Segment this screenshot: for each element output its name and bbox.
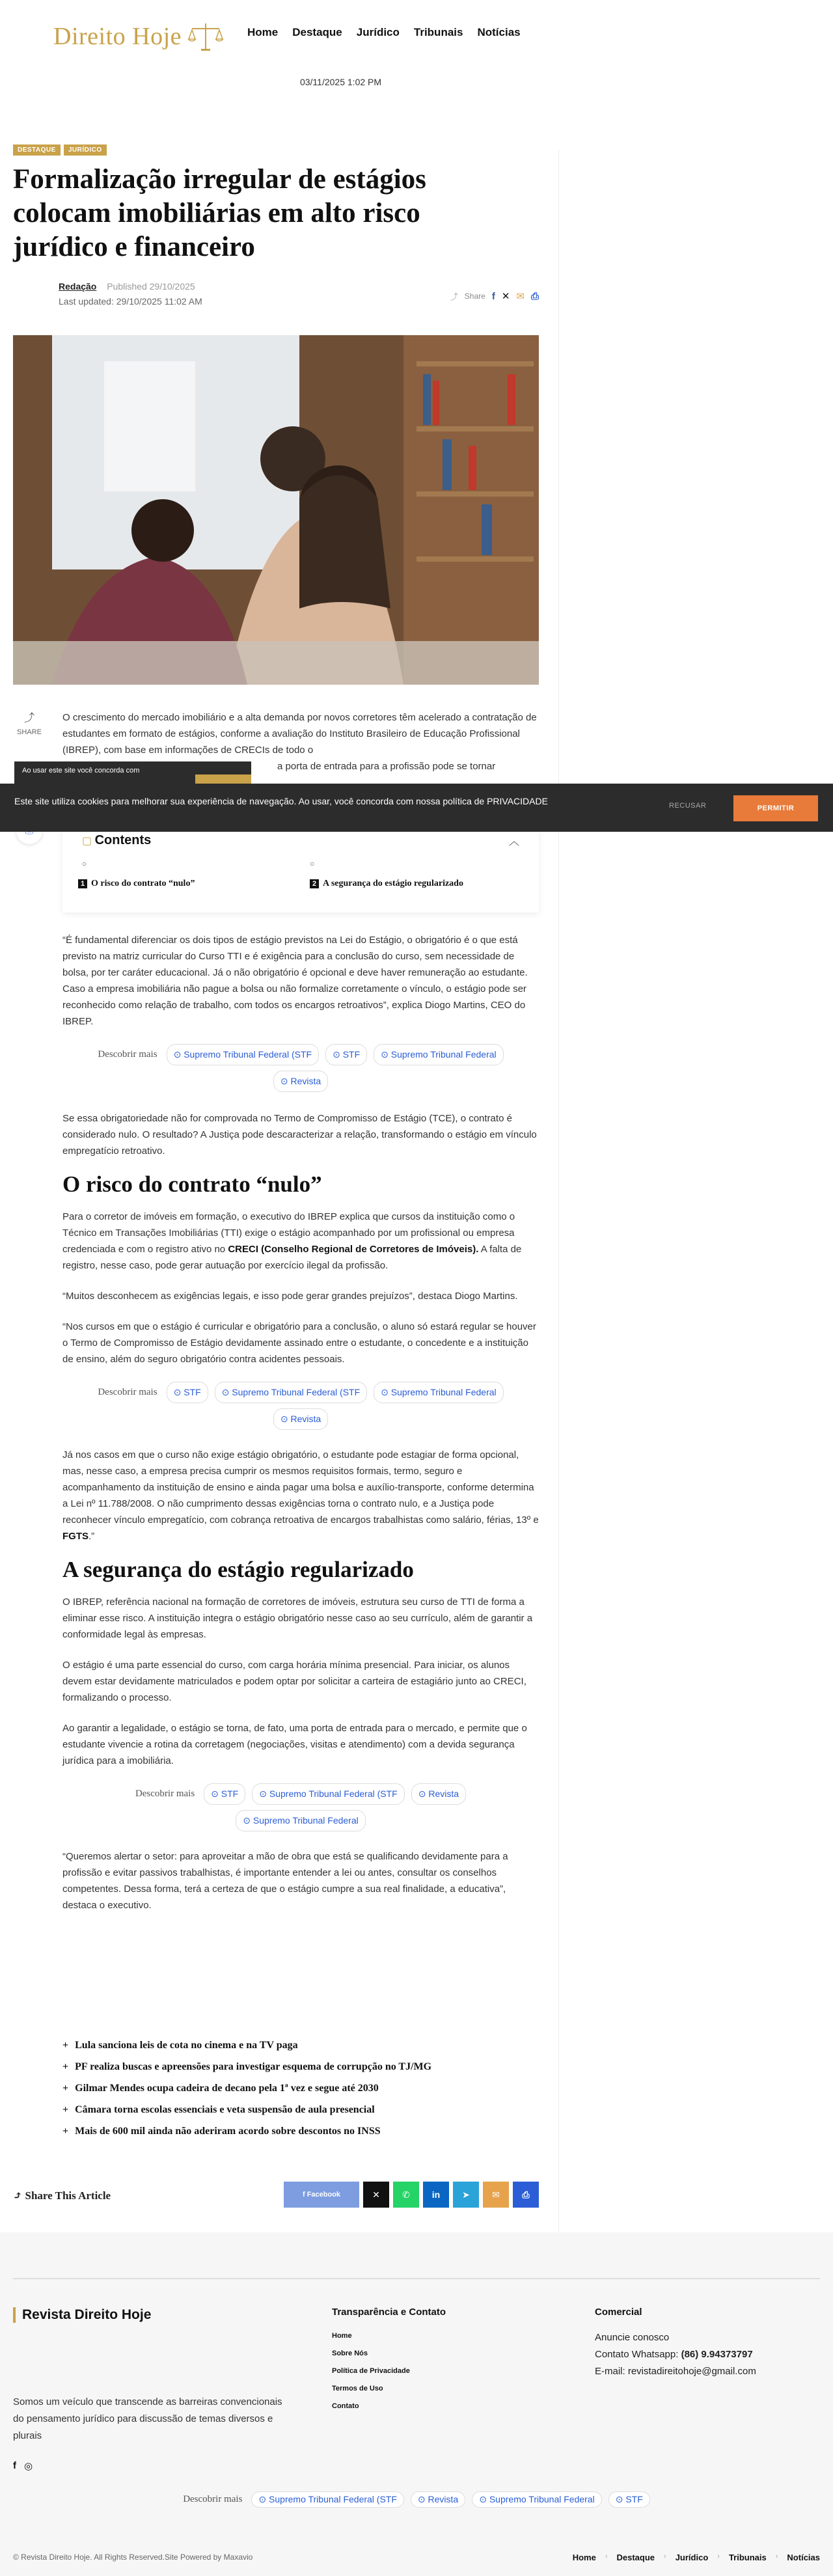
x-icon[interactable]: ✕ (501, 291, 510, 302)
print-icon: ⎙ (522, 2189, 530, 2200)
logo-text: Direito Hoje (53, 23, 182, 50)
paragraph: “É fundamental diferenciar os dois tipos de estágio previstos na Lei do Estágio, o obrigatório é o que está previsto na matriz curricular do Curso TTI e é exigência para a conclusão do curso, sem necessidade de bolsa, por ter caráter educacional. Já o não obrigatório é opcional e deve haver remuneração ao estudante. Caso a empresa imobiliária não pague a bolsa ou não formalize corretamente o vínculo, o estágio pode ser reconhecido como relação de trabalho, com todos os encargos retroativos”, explica Diogo Martins, CEO do IBREP. (62, 935, 528, 1027)
facebook-share-button[interactable]: f Facebook (284, 2182, 359, 2208)
top-share-icons (450, 290, 539, 302)
discover-chip[interactable]: ⊙ Supremo Tribunal Federal (374, 1044, 504, 1065)
footer-link-contact[interactable]: Contato (332, 2402, 359, 2410)
nav-destaque[interactable]: Destaque (292, 26, 342, 38)
email-contact: E-mail: revistadireitohoje@gmail.com (595, 2366, 756, 2377)
paragraph: “Queremos alertar o setor: para aproveitar a mão de obra que está se qualificando devidamente para a profissão e evitar passivos trabalhistas, é importante entender a lei ou antes, consultar os conselhos competentes. Dessa forma, terá a certeza de que o estágio cumpre a sua real finalidade, a educativa”, destaca o executivo. (62, 1851, 508, 1911)
footer-nav-destaque[interactable]: Destaque (616, 2553, 655, 2562)
author-avatar[interactable] (22, 281, 59, 318)
table-of-contents (62, 821, 539, 912)
plus-icon: + (62, 2061, 69, 2072)
cookie-tooltip: Ao usar este site você concorda com (14, 761, 251, 786)
discover-chip[interactable]: ⊙ STF (167, 1382, 208, 1403)
facebook-icon: f (302, 2191, 307, 2199)
category-juridico[interactable]: JURÍDICO (64, 144, 107, 156)
site-header (0, 0, 833, 72)
email-share-button[interactable] (483, 2182, 509, 2208)
paragraph: O estágio é uma parte essencial do curso, com carga horária mínima presencial. Para iniciar, os alunos devem estar devidamente matriculados e podem optar por solicitar a carteira de estagiário junto ao CRECI, formalizando o processo. (62, 1660, 526, 1703)
share-article-label: Share This Article (25, 2189, 111, 2202)
copyright: © Revista Direito Hoje. All Rights Reserved.Site Powered by Maxavio (13, 2553, 253, 2562)
footer-bottom (13, 2553, 820, 2562)
facebook-icon[interactable]: f (491, 290, 495, 302)
cookie-banner (0, 784, 833, 832)
discover-more (62, 1044, 539, 1092)
paragraph: Ao garantir a legalidade, o estágio se torna, de fato, uma porta de entrada para o mercado, e permite que o estudante vivencie a rotina da corretagem (negociações, visitas e atendimento) com a devida segurança jurídica para a imobiliária. (62, 1723, 527, 1766)
discover-chip[interactable]: ⊙ Revista (411, 2491, 465, 2508)
footer-col-title: Transparência e Contato (332, 2307, 446, 2318)
intro-paragraph: O crescimento do mercado imobiliário e a alta demanda por novos corretores têm acelerado a contratação de estudantes em formato de estágios, conforme a avaliação do Instituto Brasileiro de Educação Profissional (IBREP), com base em informações de CRECIs de todo o a porta de entrada para a profissão pode se tornar (62, 712, 537, 772)
share-icon: ⤴ (450, 292, 458, 301)
footer-nav-juridico[interactable]: Jurídico (675, 2553, 709, 2562)
share-icon[interactable]: ⤴ (23, 713, 34, 724)
discover-chip[interactable]: ⊙ Supremo Tribunal Federal (STF (215, 1382, 367, 1403)
footer-nav-tribunais[interactable]: Tribunais (728, 2553, 767, 2562)
list-item[interactable]: + Lula sanciona leis de cota no cinema e na TV paga (62, 2039, 298, 2051)
footer-social (13, 2460, 33, 2472)
print-share-button[interactable] (513, 2182, 539, 2208)
discover-label: Descobrir mais (135, 1788, 195, 1799)
article-meta (13, 279, 539, 318)
toc-title: Contents (94, 833, 152, 847)
discover-label: Descobrir mais (98, 1387, 157, 1397)
email-icon: ✉ (492, 2189, 500, 2200)
discover-chip[interactable]: ⊙ Revista (273, 1408, 328, 1430)
nav-tribunais[interactable]: Tribunais (413, 26, 463, 38)
discover-more (62, 1382, 539, 1430)
bullet-icon: ○ (82, 859, 87, 868)
paragraph: “Nos cursos em que o estágio é curricular e obrigatório para a conclusão, o aluno só estará regular se houver o Termo de Compromisso de Estágio devidamente assinado entre o estudante, o concedente e a instituição de ensino, além do seguro obrigatório contra acidentes pessoais. (62, 1321, 536, 1365)
share-buttons (284, 2182, 539, 2208)
related-articles (62, 2035, 539, 2142)
section-heading-2: A segurança do estágio regularizado (62, 1557, 414, 1582)
list-item[interactable]: + Gilmar Mendes ocupa cadeira de decano pela 1ª vez e segue até 2030 (62, 2082, 379, 2094)
discover-chip[interactable]: ⊙ STF (608, 2491, 650, 2508)
telegram-icon: ➤ (462, 2189, 470, 2200)
side-share-label: SHARE (17, 728, 42, 736)
list-icon: ▢ (82, 836, 95, 847)
paragraph: Se essa obrigatoriedade não for comprovada no Termo de Compromisso de Estágio (TCE), o contrato é considerado nulo. O resultado? A Justiça pode descaracterizar a relação, transformando o estágio em vínculo empregatício retroativo. (62, 1113, 537, 1157)
list-item[interactable]: + Mais de 600 mil ainda não aderiram acordo sobre descontos no INSS (62, 2125, 381, 2137)
plus-icon: + (62, 2103, 69, 2115)
share-article-bar (13, 2182, 539, 2210)
main-nav (247, 26, 521, 39)
cookie-reject-button[interactable]: RECUSAR (669, 802, 707, 810)
article-hero-image (13, 335, 539, 685)
footer-link-about[interactable]: Sobre Nós (332, 2350, 368, 2357)
list-item[interactable]: + PF realiza buscas e apreensões para investigar esquema de corrupção no TJ/MG (62, 2061, 432, 2072)
plus-icon: + (62, 2082, 69, 2094)
x-share-button[interactable] (363, 2182, 389, 2208)
linkedin-icon: in (431, 2189, 441, 2200)
footer-nav-home[interactable]: Home (572, 2553, 596, 2562)
footer-divider (13, 2278, 820, 2279)
discover-more (62, 1783, 539, 1831)
footer-nav-noticias[interactable]: Notícias (787, 2553, 820, 2562)
discover-chip[interactable]: ⊙ Supremo Tribunal Federal (STF (167, 1044, 319, 1065)
whatsapp-icon: ✆ (402, 2189, 410, 2200)
footer-col-commercial (595, 2307, 756, 2383)
site-logo[interactable] (53, 21, 225, 52)
section-heading-1: O risco do contrato “nulo” (62, 1172, 322, 1197)
footer-col-transparency (332, 2307, 446, 2420)
article-title: Formalização irregular de estágios colocam imobiliárias em alto risco jurídico e financeiro (13, 164, 426, 262)
advertise-text: Anuncie conosco (595, 2332, 670, 2343)
footer-link-home[interactable]: Home (332, 2332, 352, 2340)
print-icon[interactable]: ⎙ (530, 290, 539, 302)
discover-chip[interactable]: ⊙ Revista (411, 1783, 466, 1805)
nav-noticias[interactable]: Notícias (477, 26, 521, 38)
updated-date: Last updated: 29/10/2025 11:02 AM (59, 296, 202, 307)
category-badges (13, 144, 107, 156)
discover-chip[interactable]: ⊙ Supremo Tribunal Federal (STF (251, 2491, 403, 2508)
toc-item-2[interactable]: 2 A segurança do estágio regularizado (310, 879, 463, 889)
category-destaque[interactable]: DESTAQUE (13, 144, 61, 156)
footer-link-terms[interactable]: Termos de Uso (332, 2385, 383, 2392)
discover-chip[interactable]: ⊙ Supremo Tribunal Federal (STF (252, 1783, 404, 1805)
footer-description: Somos um veículo que transcende as barreiras convencionais do pensamento jurídico para discussão de temas diversos e plurais (13, 2396, 282, 2441)
discover-chip[interactable]: ⊙ STF (204, 1783, 245, 1805)
discover-chip[interactable]: ⊙ Supremo Tribunal Federal (236, 1810, 366, 1831)
footer-col-title: Comercial (595, 2307, 642, 2318)
footer-nav: Home › Destaque › Jurídico › Tribunais › Notícias (572, 2553, 820, 2562)
share-icon: ⤴ (13, 2189, 25, 2202)
x-icon: ✕ (372, 2189, 380, 2200)
whatsapp-share-button[interactable] (393, 2182, 419, 2208)
discover-chip[interactable]: ⊙ Supremo Tribunal Federal (472, 2491, 602, 2508)
discover-more (0, 2491, 833, 2508)
discover-label: Descobrir mais (98, 1049, 157, 1060)
cookie-accept-button[interactable]: PERMITIR (733, 795, 818, 821)
plus-icon: + (62, 2039, 69, 2051)
sidebar-divider (558, 150, 559, 2232)
share-label: Share (464, 292, 485, 301)
current-date: 03/11/2025 1:02 PM (299, 77, 382, 87)
email-icon[interactable]: ✉ (516, 291, 525, 302)
toc-item-1[interactable]: 1 O risco do contrato “nulo” (78, 879, 195, 889)
paragraph: “Muitos desconhecem as exigências legais, e isso pode gerar grandes prejuízos”, destaca Diogo Martins. (62, 1291, 518, 1302)
cookie-text: Este site utiliza cookies para melhorar sua experiência de navegação. Ao usar, você concorda com nossa política de PRIVACIDADE (14, 796, 548, 806)
list-item[interactable]: + Câmara torna escolas essenciais e veta suspensão de aula presencial (62, 2103, 375, 2115)
telegram-share-button[interactable] (453, 2182, 479, 2208)
paragraph: Já nos casos em que o curso não exige estágio obrigatório, o estudante pode estagiar de forma opcional, mas, nesse caso, a empresa precisa cumprir os mesmos requisitos formais, termo, seguro e acompanhamento da instituição de ensino e ainda pagar uma bolsa e auxílio-transporte, conforme determina a Lei nº 11.788/2008. O não cumprimento dessas exigências torna o contrato nulo, e a Justiça pode reconhecer vínculo empregatício, com cobrança retroativa de encargos trabalhistas como salário, férias, 13º e FGTS.” (62, 1449, 539, 1542)
linkedin-share-button[interactable] (423, 2182, 449, 2208)
site-footer (0, 2232, 833, 2576)
author-link[interactable]: Redação (59, 281, 97, 292)
nav-juridico[interactable]: Jurídico (356, 26, 400, 38)
nav-home[interactable]: Home (247, 26, 279, 38)
footer-brand: Revista Direito Hoje (13, 2307, 151, 2323)
facebook-icon[interactable]: f (13, 2460, 16, 2471)
published-date: Published 29/10/2025 (107, 281, 195, 292)
article-body-1 (62, 932, 539, 1928)
discover-label: Descobrir mais (183, 2494, 243, 2504)
discover-chip[interactable]: ⊙ Supremo Tribunal Federal (374, 1382, 504, 1403)
discover-chip[interactable]: ⊙ STF (325, 1044, 367, 1065)
bullet-icon: ○ (310, 859, 315, 868)
discover-chip[interactable]: ⊙ Revista (273, 1071, 328, 1092)
footer-link-privacy[interactable]: Política de Privacidade (332, 2367, 410, 2375)
plus-icon: + (62, 2125, 69, 2137)
toc-collapse-icon[interactable]: ︿ (508, 836, 519, 847)
paragraph: O IBREP, referência nacional na formação de corretores de imóveis, estrutura seu curso de TTI de forma a eliminar esse risco. A instituição integra o estágio obrigatório nesse caso ao seu currículo, além de garantir a conformidade legal às empresas. (62, 1596, 533, 1640)
paragraph: Para o corretor de imóveis em formação, o executivo do IBREP explica que cursos da instituição como o Técnico em Transações Imobiliárias (TTI) exige o estágio acompanhado por um profissional ou empresa credenciada e com o registro ativo no CRECI (Conselho Regional de Corretores de Imóveis). A falta de registro, nesse caso, pode gerar autuação por exercício ilegal da profissão. (62, 1211, 522, 1271)
whatsapp-contact: Contato Whatsapp: (86) 9.94373797 (595, 2349, 753, 2360)
scales-of-justice-icon (187, 21, 225, 52)
instagram-icon[interactable]: ◎ (24, 2461, 33, 2472)
